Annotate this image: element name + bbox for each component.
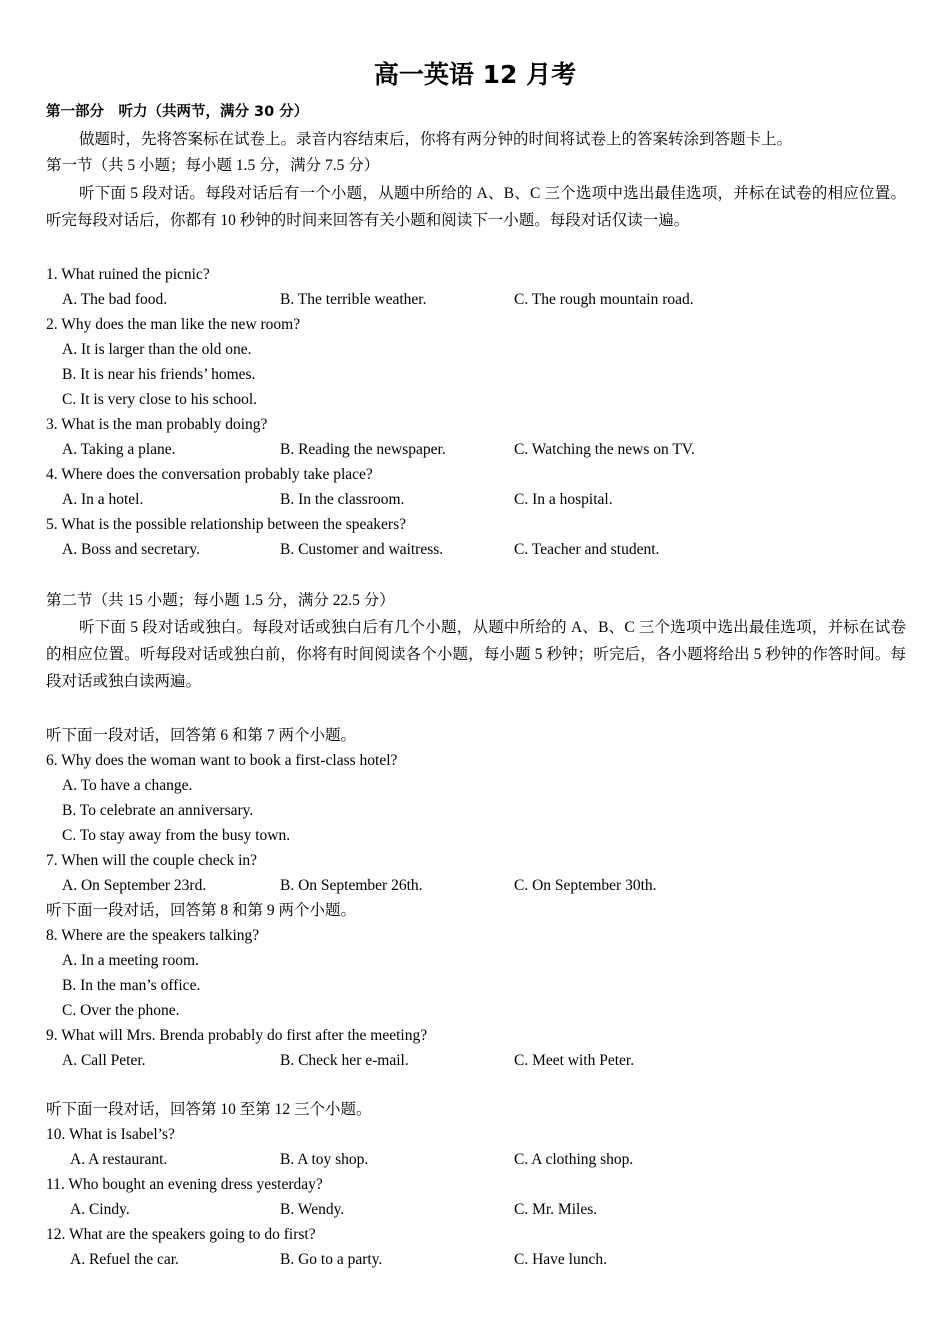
option-c: C. Have lunch. — [514, 1251, 607, 1268]
section2-heading: 第二节（共 15 小题；每小题 1.5 分，满分 22.5 分） — [46, 592, 395, 609]
listening-note: 听下面一段对话，回答第 10 至第 12 三个小题。 — [46, 1101, 372, 1118]
option-c: C. Mr. Miles. — [514, 1201, 598, 1218]
section1-heading: 第一节（共 5 小题；每小题 1.5 分，满分 7.5 分） — [46, 157, 380, 174]
question-stem: 3. What is the man probably doing? — [46, 416, 268, 433]
option-c: C. The rough mountain road. — [514, 291, 694, 308]
option-a: A. On September 23rd. — [62, 877, 207, 894]
option-c: C. A clothing shop. — [514, 1151, 634, 1168]
option-c: C. It is very close to his school. — [62, 391, 258, 408]
question-stem: 10. What is Isabel’s? — [46, 1126, 175, 1143]
option-a: A. In a meeting room. — [62, 952, 199, 969]
listening-note: 听下面一段对话，回答第 6 和第 7 两个小题。 — [46, 727, 357, 744]
option-a: A. Taking a plane. — [62, 441, 176, 458]
question-stem: 5. What is the possible relationship between the speakers? — [46, 516, 406, 533]
option-c: C. Watching the news on TV. — [514, 441, 695, 458]
question-stem: 2. Why does the man like the new room? — [46, 316, 301, 333]
option-b: B. Go to a party. — [280, 1251, 383, 1268]
question-stem: 6. Why does the woman want to book a first-class hotel? — [46, 752, 398, 769]
question-stem: 4. Where does the conversation probably take place? — [46, 466, 373, 483]
option-b: B. In the classroom. — [280, 491, 405, 508]
question-stem: 11. Who bought an evening dress yesterday? — [46, 1176, 323, 1193]
part1-heading: 第一部分 听力（共两节，满分 30 分） — [46, 104, 309, 120]
option-b: B. To celebrate an anniversary. — [62, 802, 254, 819]
question-stem: 8. Where are the speakers talking? — [46, 927, 260, 944]
option-a: A. To have a change. — [62, 777, 193, 794]
option-b: B. It is near his friends’ homes. — [62, 366, 256, 383]
option-c: C. In a hospital. — [514, 491, 613, 508]
option-b: B. Check her e-mail. — [280, 1052, 409, 1069]
page-title: 高一英语 12 月考 — [373, 60, 577, 89]
question-stem: 9. What will Mrs. Brenda probably do first after the meeting? — [46, 1027, 428, 1044]
section1-instruction: 听下面 5 段对话。每段对话后有一个小题，从题中所给的 A、B、C 三个选项中选出最佳选项，并标在试卷的相应位置。听完每段对话后，你都有 10 秒钟的时间来回答有关小题和阅读下一小题。每段对话仅读一遍。 — [46, 185, 906, 229]
option-b: B. Wendy. — [280, 1201, 345, 1218]
option-a: A. Cindy. — [70, 1201, 130, 1218]
option-a: A. A restaurant. — [70, 1151, 168, 1168]
option-a: A. Call Peter. — [62, 1052, 146, 1069]
option-a: A. It is larger than the old one. — [62, 341, 252, 358]
option-b: B. A toy shop. — [280, 1151, 369, 1168]
option-a: A. Refuel the car. — [70, 1251, 179, 1268]
option-b: B. Reading the newspaper. — [280, 441, 446, 458]
option-c: C. Over the phone. — [62, 1002, 180, 1019]
listening-note: 听下面一段对话，回答第 8 和第 9 两个小题。 — [46, 902, 357, 919]
option-c: C. Teacher and student. — [514, 541, 660, 558]
option-a: A. In a hotel. — [62, 491, 144, 508]
option-b: B. In the man’s office. — [62, 977, 201, 994]
option-b: B. The terrible weather. — [280, 291, 427, 308]
question-stem: 12. What are the speakers going to do first? — [46, 1226, 316, 1243]
option-c: C. Meet with Peter. — [514, 1052, 635, 1069]
option-a: A. The bad food. — [62, 291, 168, 308]
part1-instruction: 做题时，先将答案标在试卷上。录音内容结束后，你将有两分钟的时间将试卷上的答案转涂到答题卡上。 — [79, 131, 793, 148]
option-a: A. Boss and secretary. — [62, 541, 201, 558]
option-c: C. On September 30th. — [514, 877, 657, 894]
option-b: B. Customer and waitress. — [280, 541, 444, 558]
section2-instruction: 听下面 5 段对话或独白。每段对话或独白后有几个小题，从题中所给的 A、B、C 三个选项中选出最佳选项，并标在试卷的相应位置。听每段对话或独白前，你将有时间阅读各个小题，每小题 5 秒钟；听完后，各小题将给出 5 秒钟的作答时间。每段对话或独白读两遍。 — [46, 619, 906, 690]
question-stem: 7. When will the couple check in? — [46, 852, 258, 869]
option-b: B. On September 26th. — [280, 877, 423, 894]
option-c: C. To stay away from the busy town. — [62, 827, 291, 844]
question-stem: 1. What ruined the picnic? — [46, 266, 210, 283]
